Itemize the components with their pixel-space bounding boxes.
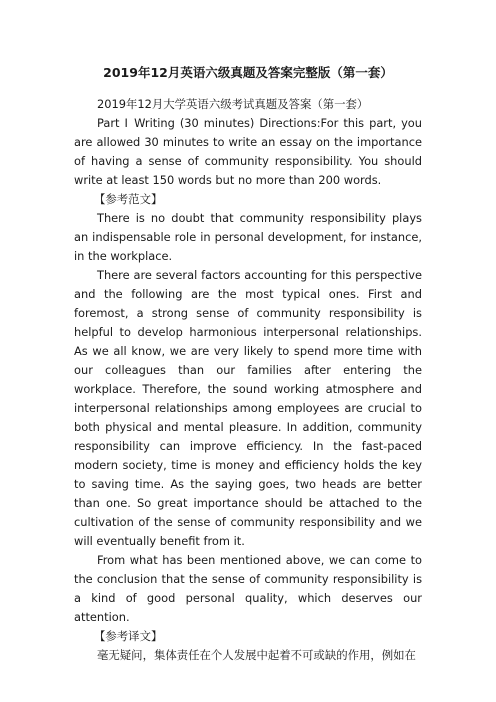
- essay-paragraph-1: There is no doubt that community responsibility plays an indispensable role in personal development, for instance, in the workplace.: [74, 211, 422, 263]
- essay-heading: 【参考范文】: [94, 192, 163, 206]
- translation-heading: 【参考译文】: [94, 629, 163, 643]
- translation-line: 毫无疑问，集体责任在个人发展中起着不可或缺的作用，例如在: [97, 648, 416, 662]
- document-title: 2019年12月英语六级真题及答案完整版（第一套）: [103, 65, 393, 80]
- directions-paragraph: Part Ⅰ Writing (30 minutes) Directions:For this part, you are allowed 30 minutes to write an essay on the importance of having a sense of community responsibility. You should write at least 150 words but no more than 200 words.: [74, 116, 422, 187]
- document-subtitle: 2019年12月大学英语六级考试真题及答案（第一套）: [97, 97, 369, 111]
- essay-paragraph-2: There are several factors accounting for this perspective and the following are the most typical ones. First and foremost, a strong sense of community responsibility is helpful to develop harmonious interpersonal relationships. As we all know, we are very likely to spend more time with our colleagues than our families after entering the workplace. Therefore, the sound working atmosphere and interpersonal relationships among employees are crucial to both physical and mental pleasure. In addition, community responsibility can improve efficiency. In the fast-paced modern society, time is money and efficiency holds the key to saving time. As the saying goes, two heads are better than one. So great importance should be attached to the cultivation of the sense of community responsibility and we will eventually benefit from it.: [74, 268, 422, 548]
- document-body: [74, 95, 422, 665]
- essay-paragraph-3: From what has been mentioned above, we can come to the conclusion that the sense of community responsibility is a kind of good personal quality, which deserves our attention.: [74, 553, 422, 624]
